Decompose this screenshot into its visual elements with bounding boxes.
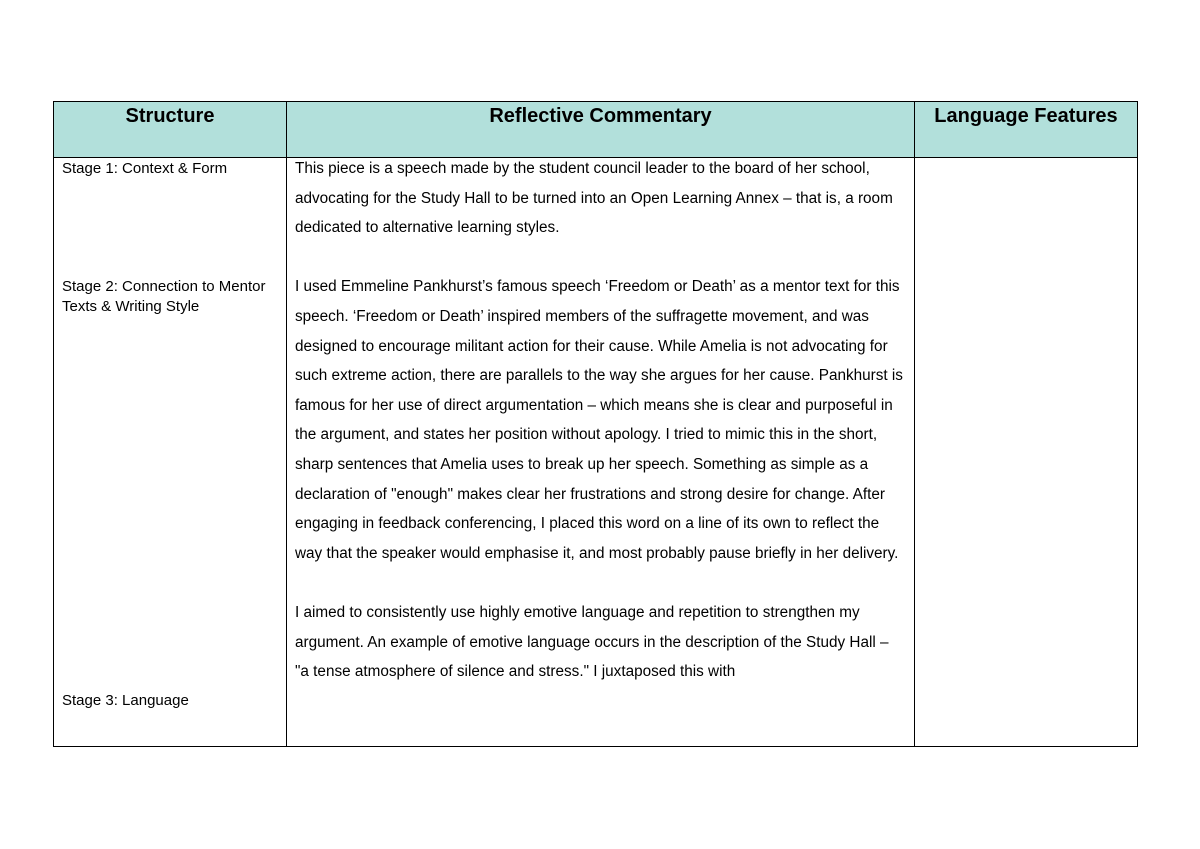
commentary-header: Reflective Commentary [287,102,915,158]
features-header: Language Features [915,102,1138,158]
stage-2-label: Stage 2: Connection to Mentor Texts & Writing Style [62,278,266,315]
stage-3-label: Stage 3: Language [62,692,189,709]
stage-1-label: Stage 1: Context & Form [62,160,228,177]
paragraph-spacer [295,568,906,598]
structure-cell [54,158,287,747]
commentary-paragraph-3: I aimed to consistently use highly emotive language and repetition to strengthen my argument. An example of emotive language occurs in the description of the Study Hall – "a tense atmosphere of silence and stress." I juxtaposed this with [295,603,889,681]
language-features-cell [915,158,1138,747]
table-header-row [54,102,1138,158]
reflection-table [53,101,1138,747]
commentary-cell [287,158,915,747]
structure-header: Structure [54,102,287,158]
commentary-paragraph-2: I used Emmeline Pankhurst’s famous speech ‘Freedom or Death’ as a mentor text for this speech. ‘Freedom or Death’ inspired members of the suffragette movement, and was designed to encourage militant action for their cause. While Amelia is not advocating for such extreme action, there are parallels to the way she argues for her cause. Pankhurst is famous for her use of direct argumentation – which means she is clear and purposeful in the argument, and states her position without apology. I tried to mimic this in the short, sharp sentences that Amelia uses to break up her speech. Something as simple as a declaration of "enough" makes clear her frustrations and strong desire for change. After engaging in feedback conferencing, I placed this word on a line of its own to reflect the way that the speaker would emphasise it, and most probably pause briefly in her delivery. [295,278,903,562]
commentary-paragraph-1: This piece is a speech made by the student council leader to the board of her school, advocating for the Study Hall to be turned into an Open Learning Annex – that is, a room dedicated to alternative learning styles. [295,160,893,237]
table-row [54,158,1138,747]
paragraph-spacer [295,243,906,273]
